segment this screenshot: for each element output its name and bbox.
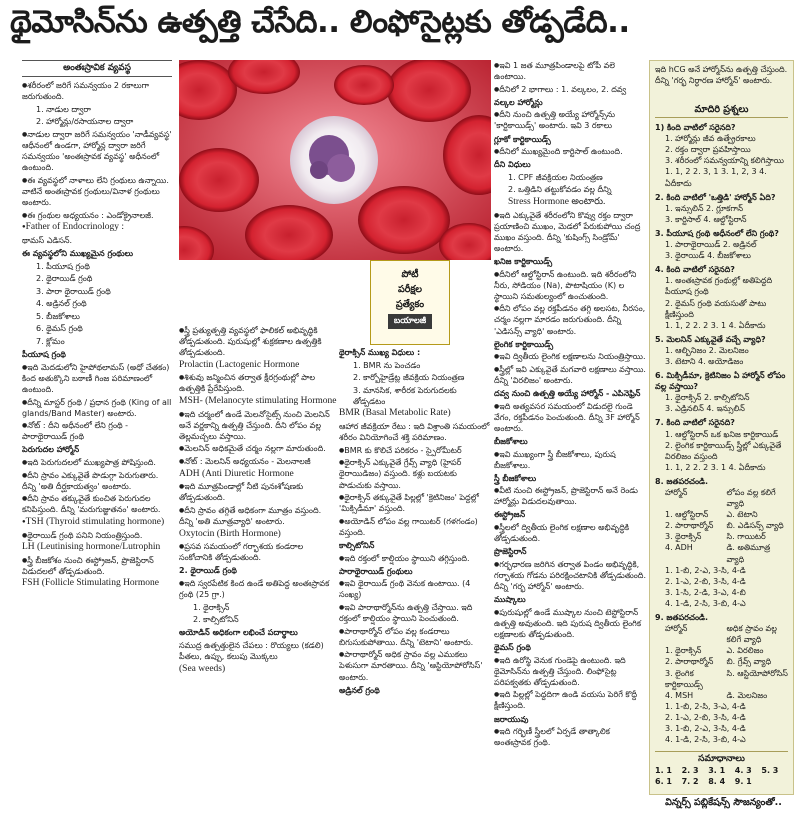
subheading: 2. థైరాయిడ్ గ్రంథి [179,566,237,576]
paragraph: ● BMR కు కొలిచే పరికరం - స్పైరోమీటర్ [339,445,491,456]
list-item: 3. మానసిక, శారీరక పెరుగుదలకు తోడ్పడటం [353,385,457,406]
paragraph: ● పురుషుల్లో ఉండే ముష్కాల నుంచి టెస్టోస్టిరాన్ ఉత్పత్తి అవుతుంది. ఇది పురుష ద్వితీయ లైంగిక లక్షణాలకు తోడ్పడుతుంది. [494,607,646,640]
subheading: ఖనిజ కార్టికాయిడ్స్ [494,257,553,266]
subheading: ఈస్ట్రోజన్ [494,510,526,520]
match-right: బి. గ్రేవ్స్ వ్యాధి [726,657,772,667]
match-right: బి. ఎడిసన్స్ వ్యాధి [726,521,784,531]
paragraph: ● ఇవి 1 జత మూత్రపిండాలపై టోపీ వలె ఉంటాయి. [494,60,646,82]
list-item: 1. CPF జీవక్రియల నియంత్రణ [508,172,603,182]
question-option: 1. 1, 2 2. 2 3. 1 4. ఏదీకాదు [665,462,766,472]
question-option: 4. 1-డి, 2-సి, 3-బి, 4-ఎ [665,598,746,608]
subheading: బీజకోశాలు [494,436,528,446]
question: 1) కింది వాటిలో సరైనది? [655,123,736,133]
answer: 7. 2 [681,777,699,787]
question-option: 1. ఇన్సులిన్ 2. గ్లూకగాన్ [665,203,744,213]
paragraph: ఆహార జీవక్రియా రేటు : ఇది విశ్రాంతి సమయంలో శరీరం వినియోగించే శక్తి పరిమాణం. [339,422,490,443]
paragraph: ● వీటి నుంచి ఈస్ట్రోజన్, ప్రొజెస్టిరాన్ అనే రెండు హార్మోన్లు విడుదలవుతాయి. [494,485,646,507]
subheading: దవ్వ నుంచి ఉత్పత్తి అయ్యే హార్మోన్ - ఎపినెఫ్రిన్ [494,389,641,399]
question-option: 3. శరీరంలో సమన్వయాన్ని కలిగిస్తాయి [665,156,784,166]
match-row [655,531,788,542]
paragraph: ● స్త్రీలలో ద్వితీయ లైంగిక లక్షణాల అభివృద్ధికి తోడ్పడుతుంది. [494,522,646,544]
subheading: ప్రొజెస్టిరాన్ [494,547,527,557]
subheading: Prolactin (Lactogenic Hormone [179,359,300,370]
paragraph: ● శిశువు జన్మించిన తర్వాత క్షీరగ్రంథుల్లో పాల ఉత్పత్తికి ప్రేరేపిస్తుంది. [179,372,337,394]
match-left: 4. ADH [665,543,693,553]
column-4 [494,60,646,813]
question-option: 1. పారాథైరాయిడ్ 2. అడ్రినల్ [665,240,757,250]
paragraph: ● ఇది అత్యవసర సమయంలో విడుదలై గుండె వేగం, రక్తపీడనం పెంచుతుంది. దీన్ని 3F హార్మోన్ అంటారు. [494,401,646,434]
list-item: 2. కార్బోహైడ్రేట్ల జీవక్రియ నియంత్రణ [353,373,465,383]
question: 4. కింది వాటిలో సరైనది? [655,265,735,275]
paragraph: ● శరీరంలో జరిగే సమన్వయం 2 రకాలుగా జరుగుతుంది. [22,80,172,102]
list-item: 1. థైరాక్సిన్ [193,602,230,612]
subheading: గ్లూకో కార్టికాయిడ్స్ [494,134,551,144]
list-item: 2. థైరాయిడ్ గ్రంథి [36,274,93,284]
question: 7. కింది వాటిలో సరైనది? [655,418,735,428]
question: 3. పీయూష గ్రంథి అధీనంలో లేని గ్రంథి? [655,228,779,238]
question-option: 1. ఆల్డోస్టిరాన్ ఒక ఖనిజ కార్టికాయిడ్ [665,429,779,439]
subject-tag: బయాలజీ [388,314,432,329]
question-option: 1. థైరాక్సిన్ 2. కాల్సిటోనిన్ [665,393,750,403]
subheading: పారాథైరాయిడ్ గ్రంథులు [339,566,413,576]
paragraph: ● దీనిలో ఆల్డోస్టిరాన్ ఉంటుంది. ఇది శరీరంలోని నీరు, సోడియం (Na), పొటాషియం (K) ల స్థాయిని సమతుల్యంలో ఉంచుతుంది. [494,269,646,302]
question-option: 2. 1-ఎ, 2-బి, 3-సి, 4-డి [665,576,746,586]
paragraph: ● ఇది పెరుగుదలలో ముఖ్యపాత్ర పోషిస్తుంది. [22,457,172,468]
answer: 3. 1 [708,766,726,776]
answer: 2. 3 [681,766,699,776]
paragraph: (Sea weeds) [179,663,226,674]
answers-list [655,765,788,787]
paragraph: ● ఇది చర్మంలో ఉండే మెలనోసైట్స్ నుంచి మెలనిన్ అనే వర్ణకాన్ని ఉత్పత్తి చేస్తుంది. దీని లోపం వల్ల తెల్లమచ్చలు వస్తాయి. [179,409,337,442]
question-option: 2. 1-ఎ, 2-బి, 3-సి, 4-డి [665,712,746,722]
list-item: 1. పీయూష గ్రంథి [36,261,90,271]
paragraph: ● థైరాక్సిన్ ఎక్కువైతే గ్రేవ్స్ వ్యాధి (హైపర్ థైరాయిడిజం) వస్తుంది. కళ్లు బయటకు పొడుచుకు వస్తాయి. [339,457,491,490]
special-badge [370,260,450,345]
questions-title: మాదిరి ప్రశ్నలు [655,104,788,118]
paragraph: ● ఇది గర్భిణీ స్త్రీలలో ఏర్పడే తాత్కాలిక అంతఃస్రావక గ్రంథి. [494,726,646,748]
match-right: డి. అతిమూత్ర వ్యాధి [726,543,771,564]
subheading: అడ్రినల్ గ్రంథి [339,685,380,695]
question-option: 2. థైమస్ గ్రంథి వయసుతో పాటు క్షీణిస్తుంది [665,298,767,319]
badge-line: ప్రత్యేకం [395,299,425,310]
subheading: పీయూష గ్రంథి [22,350,66,360]
paragraph: ● దీని నుంచి ఉత్పత్తి అయ్యే హార్మోన్స్‌ను 'కార్టికాయిడ్స్' అంటారు. ఇవి 3 రకాలు [494,109,646,131]
paragraph: ● నాడుల ద్వారా జరిగే సమన్వయం 'నాడీవ్యవస్థ' ఆధీనంలో ఉండగా, హార్మోన్ల ద్వారా జరిగే సమన్వయం 'అంతఃస్రావక వ్యవస్థ' అధీనంలో ఉంటుంది. [22,129,172,173]
question-option: 4. 1-డి, 2-సి, 3-బి, 4-ఎ [665,735,746,745]
subheading: కాల్సిటోనిన్ [339,541,375,550]
blood-cells-photo [179,60,491,260]
answer: 8. 4 [708,777,726,787]
paragraph: థామస్ ఎడిసన్. [22,235,73,245]
paragraph: ● ఇవి థైరాయిడ్ గ్రంథి వెనుక ఉంటాయి. (4 సంఖ్య) [339,578,491,600]
match-right: డి. మెలనిజం [726,690,768,700]
question-option: 1. హార్మోన్లు జీవ ఉత్ప్రేరకాలు [665,134,756,144]
question-option: 3. థైరాయిడ్ 4. బీజకోశాలు [665,251,751,261]
paragraph: ● దీనిలో 2 భాగాలు : 1. వల్కలం, 2. దవ్వ [494,84,646,95]
subheading: MSH- (Melanocyte stimulating Hormone [179,396,337,407]
list-item: Stress Hormone అంటారు. [508,197,606,208]
paragraph: ● ఇది ఉరోస్థి వెనుక గుండెపై ఉంటుంది. ఇది థైమోసిన్‌ను ఉత్పత్తి చేస్తుంది. లింఫోసైట్ల పరిపక్వతకు తోడ్పడుతుంది. [494,655,646,688]
question-option: 2. రక్తం ద్వారా ప్రవహిస్తాయి [665,145,751,155]
paragraph: ● పారాథార్మోన్ అధిక స్రావం వల్ల ఎముకలు పెళుసుగా మారతాయి. దీన్ని 'ఆస్టియోపోరోసిస్' అంటారు. [339,649,491,682]
section-title: అంతఃస్రావిక వ్యవస్థ [22,60,172,77]
answer: 6. 1 [655,777,672,787]
subheading: FSH (Follicle Stimulating Hormone [22,578,159,589]
subheading: BMR (Basal Metabolic Rate) [339,408,451,419]
question: 2. కింది వాటిలో 'ఒత్తిడి' హార్మోన్ ఏది? [655,192,776,202]
list-item: 2. హార్మోన్లు/రసాయనాల ద్వారా [36,117,134,127]
badge-line: పరీక్షల [397,284,423,295]
paragraph: ● ఇది స్వరపేటిక కింద ఉండే అతిపెద్ద అంతఃస్రావక గ్రంథి (25 గ్రా.) [179,578,337,600]
paragraph: ● స్త్రీ ప్రత్యుత్పత్తి వ్యవస్థలో ఫాలికల్ అభివృద్ధికి తోడ్పడుతుంది. పురుషుల్లో శుక్రకణాల ఉత్పత్తికి తోడ్పడుతుంది. [179,325,337,358]
paragraph: ● దీని స్రావం తక్కువైతే కుంచిత పెరుగుదల కనిపిస్తుంది. దీన్ని 'మరుగుజ్జుతనం' అంటారు. [22,493,172,515]
match-row [655,509,788,520]
match-left: 3. థైరాక్సిన్ [665,532,702,542]
paragraph: ● స్త్రీల్లో ఇవి ఎక్కువైతే మగవారి లక్షణాలు వస్తాయి. దీన్ని 'విరలిజం' అంటారు. [494,364,646,386]
match-col-head: హార్మోన్ [665,488,688,497]
paragraph: ● ఈ వ్యవస్థలో నాళాలు లేని గ్రంథులు ఉన్నాయి. వాటినే అంతఃస్రావక గ్రంథులు/వినాళ గ్రంథులు అంటారు. [22,175,172,208]
paragraph: ● ఇది ఎక్కువైతే శరీరంలోని కొవ్వు రక్తం ద్వారా ప్రయాణించి ముఖం, మెడలో పేరుకుపోయి చంద్ర ముఖం వస్తుంది. దీన్ని 'కుషింగ్స్ సిండ్రోమ్' అంటారు. [494,210,646,254]
list-item: 5. బీజకోశాలు [36,311,80,321]
paragraph: ● గర్భధారణ జరిగిన తర్వాత పిండం అభివృద్ధికి, గర్భాశయ గోడను పరిరక్షించటానికి తోడ్పడుతుంది. దీన్ని 'గర్భ హార్మోన్' అంటారు. [494,559,646,592]
credit-footer: విన్నర్స్ పబ్లికేషన్స్ సౌజన్యంతో.. [665,797,782,808]
subheading: పెరుగుదల హార్మోన్ [22,445,80,455]
question-option: 1. 1, 2 2. 3, 1 3. 1, 2, 3 4. ఏదీకాదు [665,167,767,188]
match-left: 4. MSH [665,690,694,700]
question-option: 3. 1-బి, 2-ఎ, 3-సి, 4-డి [665,723,746,733]
paragraph: ● పారాథార్మోన్ లోపం వల్ల కండరాలు బిగుసుకుపోతాయి. దీన్ని 'టెటాని' అంటారు. [339,626,491,648]
subheading: థైమస్ గ్రంథి [494,643,531,652]
question-option: 1. 1-బి, 2-సి, 3-ఎ, 4-డి [665,701,746,711]
paragraph: ● నోట్ : మెలనిన్ అధ్యయనం - మెలనాలజీ [179,456,337,467]
headline: థైమోసిన్‌ను ఉత్పత్తి చేసేది.. లింఫోసైట్లకు తోడ్పడేది.. [10,4,630,40]
subheading: ADH (Anti Diuretic Hormone [179,468,294,479]
list-item: 2. కాల్సిటోనిన్ [193,615,239,625]
match-row [655,542,788,564]
match-row [655,668,788,690]
paragraph: ● నోట్ : దీని అధీనంలో లేని గ్రంథి - పారాథైరాయిడ్ గ్రంథి [22,420,172,442]
subheading: జరాయువు [494,714,529,724]
paragraph: ● ఇవి ద్వితీయ లైంగిక లక్షణాలను నియంత్రిస్తాయి. [494,351,646,362]
paragraph: ● థైరాక్సిన్ తక్కువైతే పిల్లల్లో 'క్రెటినిజం' పెద్దల్లో 'మిక్సిడీమా' వస్తుంది. [339,492,491,514]
column-2 [179,325,337,813]
paragraph: ● దీని స్రావం ఎక్కువైతే పొడుగ్గా పెరుగుతారు. దీన్ని 'అతి దీర్ఘకాయత్వం' అంటారు. [22,470,172,492]
match-col-head: అధిక స్రావం వల్ల కలిగే వ్యాధి [726,624,777,645]
paragraph: ● అయోడిన్ లోపం వల్ల గాయిటర్ (గళగండం) వస్తుంది. [339,516,491,538]
list-item: 1. నాడుల ద్వారా [36,104,91,114]
list-item: 7. క్లోమం [36,337,65,347]
match-header [655,487,788,509]
badge-line: పోటీ [401,269,419,280]
question-option: 3. 1-సి, 2-డి, 3-ఎ, 4-బి [665,587,746,597]
subheading: ఈ వ్యవస్థలోని ముఖ్యమైన గ్రంథులు [22,248,134,258]
match-right: సి. ఆస్టియోపోరోసిస్ [726,668,788,678]
match-right: ఎ. టెటాని [726,510,758,520]
model-questions-box [649,60,794,795]
match-row [655,645,788,656]
question-option: 3. ఎడ్రినలిన్ 4. ఇన్సులిన్ [665,404,745,414]
question-option: 3. టెటాని 4. అయోడిజం [665,356,744,366]
subheading: ముష్కాలు [494,595,526,605]
paragraph: ● ప్రసవ సమయంలో గర్భాశయ కండరాల సంకోచానికి తోడ్పడుతుంది. [179,541,337,563]
match-header [655,623,788,645]
paragraph: ● దీని స్రావం తగ్గితే అధికంగా మూత్రం వస్తుంది. దీన్ని 'అతి మూత్రవ్యాధి' అంటారు. [179,505,337,527]
answer: 9. 1 [734,777,752,787]
match-left: 2. పారాథార్మోన్ [665,657,714,667]
list-item: 4. అడ్రినల్ గ్రంథి [36,299,87,309]
answers-title: సమాధానాలు [655,751,788,765]
column-1 [22,60,172,808]
match-row [655,690,788,701]
match-col-head: హార్మోన్ [665,624,688,634]
question: 5. మెలనిన్ ఎక్కువైతే వచ్చే వ్యాధి? [655,334,766,344]
subheading: లైంగిక కార్టికాయిడ్స్ [494,339,554,349]
question-option: 2. లైంగిక కార్టికాయిడ్స్ స్త్రీల్లో ఎక్కువైతే విరలిజం వస్తుంది [665,440,782,461]
match-left: 1. ఆల్డోస్టిరాన్ [665,510,709,520]
question: 6. మిక్సిడీమా, క్రెటినిజం ఏ హార్మోన్ లోపం వల్ల వస్తాయి? [655,371,786,392]
question: 9. జతపరచండి. [655,613,708,623]
paragraph: ● ఇవి పారాథార్మోన్‌ను ఉత్పత్తి చేస్తాయి. ఇది రక్తంలో కాల్షియం స్థాయిని పెంచుతుంది. [339,602,491,624]
paragraph: ● ఈ గ్రంథుల అధ్యయనం : ఎండోక్రైనాలజీ. [22,210,172,221]
subheading: వల్కల హార్మోన్లు [494,97,543,107]
list-item: 3. పారా థైరాయిడ్ గ్రంథి [36,286,111,296]
subheading: స్త్రీ బీజకోశాలు [494,473,537,483]
column-3 [339,345,491,813]
paragraph: ● దీని లోపం వల్ల రక్తపీడనం తగ్గి అలసట, నీరసం, చర్మం నల్లగా మారడం జరుగుతుంది. దీన్ని 'ఎడిసన్స్ వ్యాధి' అంటారు. [494,303,646,336]
match-right: ఎ. విరలిజం [726,646,764,656]
list-item: 1. BMR ను పెంచడం [353,360,421,370]
question-option: 3. కార్టిసాల్ 4. ఆల్డోస్టిరాన్ [665,214,747,224]
match-row [655,656,788,667]
paragraph: ● Father of Endocrinology : [22,222,172,233]
subheading: దీని విధులు [494,160,531,170]
question: 8. జతపరచండి. [655,476,708,486]
subheading: ● TSH (Thyroid stimulating hormone) [22,517,172,528]
paragraph: ● స్త్రీ బీజకోశం నుంచి ఈస్ట్రోజన్, ప్రొజెస్టిరాన్ విడుదలలో తోడ్పడుతుంది. [22,555,172,577]
question-option: 1. 1, 2 2. 2 3. 1 4. ఏదీకాదు [665,320,766,330]
match-row [655,520,788,531]
paragraph: ● ఇది మూత్రపిండాల్లో నీటి పునఃశోషణకు తోడ్పడుతుంది. [179,481,337,503]
subheading: థైరాక్సిన్ ముఖ్య విధులు : [339,348,421,357]
paragraph: ● ఇది పిల్లల్లో పెద్దదిగా ఉండి వయసు పెరిగే కొద్దీ క్షీణిస్తుంది. [494,689,646,711]
subheading: అయోడిన్ అధికంగా లభించే పదార్థాలు [179,628,298,638]
paragraph: ● ఇవి ముఖ్యంగా స్త్రీ బీజకోశాలు, పురుష బీజకోశాలు. [494,449,646,471]
paragraph: ● ఇది మెదడులోని హైపోథలామస్ (అధో చేతకం) కింద అతుక్కొని బఠాణీ గింజ పరిమాణంలో ఉంటుంది. [22,362,172,395]
paragraph: సముద్ర ఉత్పత్తులైన చేపలు : రొయ్యలు (కడలి) పీతలు, ఉప్పు, కలుపు మొక్కలు [179,640,324,662]
answer: 1. 1 [655,766,672,776]
question-option: 1. ఆల్బినిజం 2. మెలనిజం [665,345,749,355]
list-item: 2. ఒత్తిడిని తట్టుకోవడం వల్ల దీన్ని [508,185,612,195]
paragraph: ● మెలనిన్ అధికమైతే చర్మం నల్లగా మారుతుంది. [179,443,337,454]
match-right: సి. గాయిటర్ [726,532,766,542]
subheading: Oxytocin (Birth Hormone) [179,528,281,539]
paragraph: ● థైరాయిడ్ గ్రంథి పనిని నియంత్రిస్తుంది. [22,530,172,541]
list-item: 6. థైమస్ గ్రంథి [36,324,83,334]
paragraph: ● దీనిలో ముఖ్యమైంది కార్టిసాల్ ఉంటుంది. [494,146,646,157]
paragraph: ఇది hCG అనే హార్మోన్‌ను ఉత్పత్తి చేస్తుంది. దీన్ని 'గర్భ నిర్ధారణ హార్మోన్' అంటారు. [655,65,788,85]
paragraph: ● దీన్ని మాస్టర్ గ్రంథి / ప్రధాన గ్రంథి (King of all glands/Band Master) అంటారు. [22,397,172,419]
question-option: 1. అంతఃస్రావక గ్రంథుల్లో అతిపెద్దది పీయూష గ్రంథి [665,276,773,297]
subheading: LH (Leutinising hormone/Lutrophin [22,542,161,553]
match-left: 3. లైంగిక కార్టికాయిడ్స్ [665,668,703,689]
answer: 5. 3 [761,766,779,776]
match-col-head: లోపం వల్ల కలిగే వ్యాధి [726,488,776,509]
blood-cells-image [179,60,491,260]
paragraph: ● ఇది రక్తంలో కాల్షియం స్థాయిని తగ్గిస్తుంది. [339,553,491,564]
answer: 4. 3 [734,766,752,776]
question-option: 1. 1-బి, 2-ఎ, 3-సి, 4-డి [665,565,746,575]
match-left: 2. పారాథార్మోన్ [665,521,714,531]
match-left: 1. థైరాక్సిన్ [665,646,702,656]
